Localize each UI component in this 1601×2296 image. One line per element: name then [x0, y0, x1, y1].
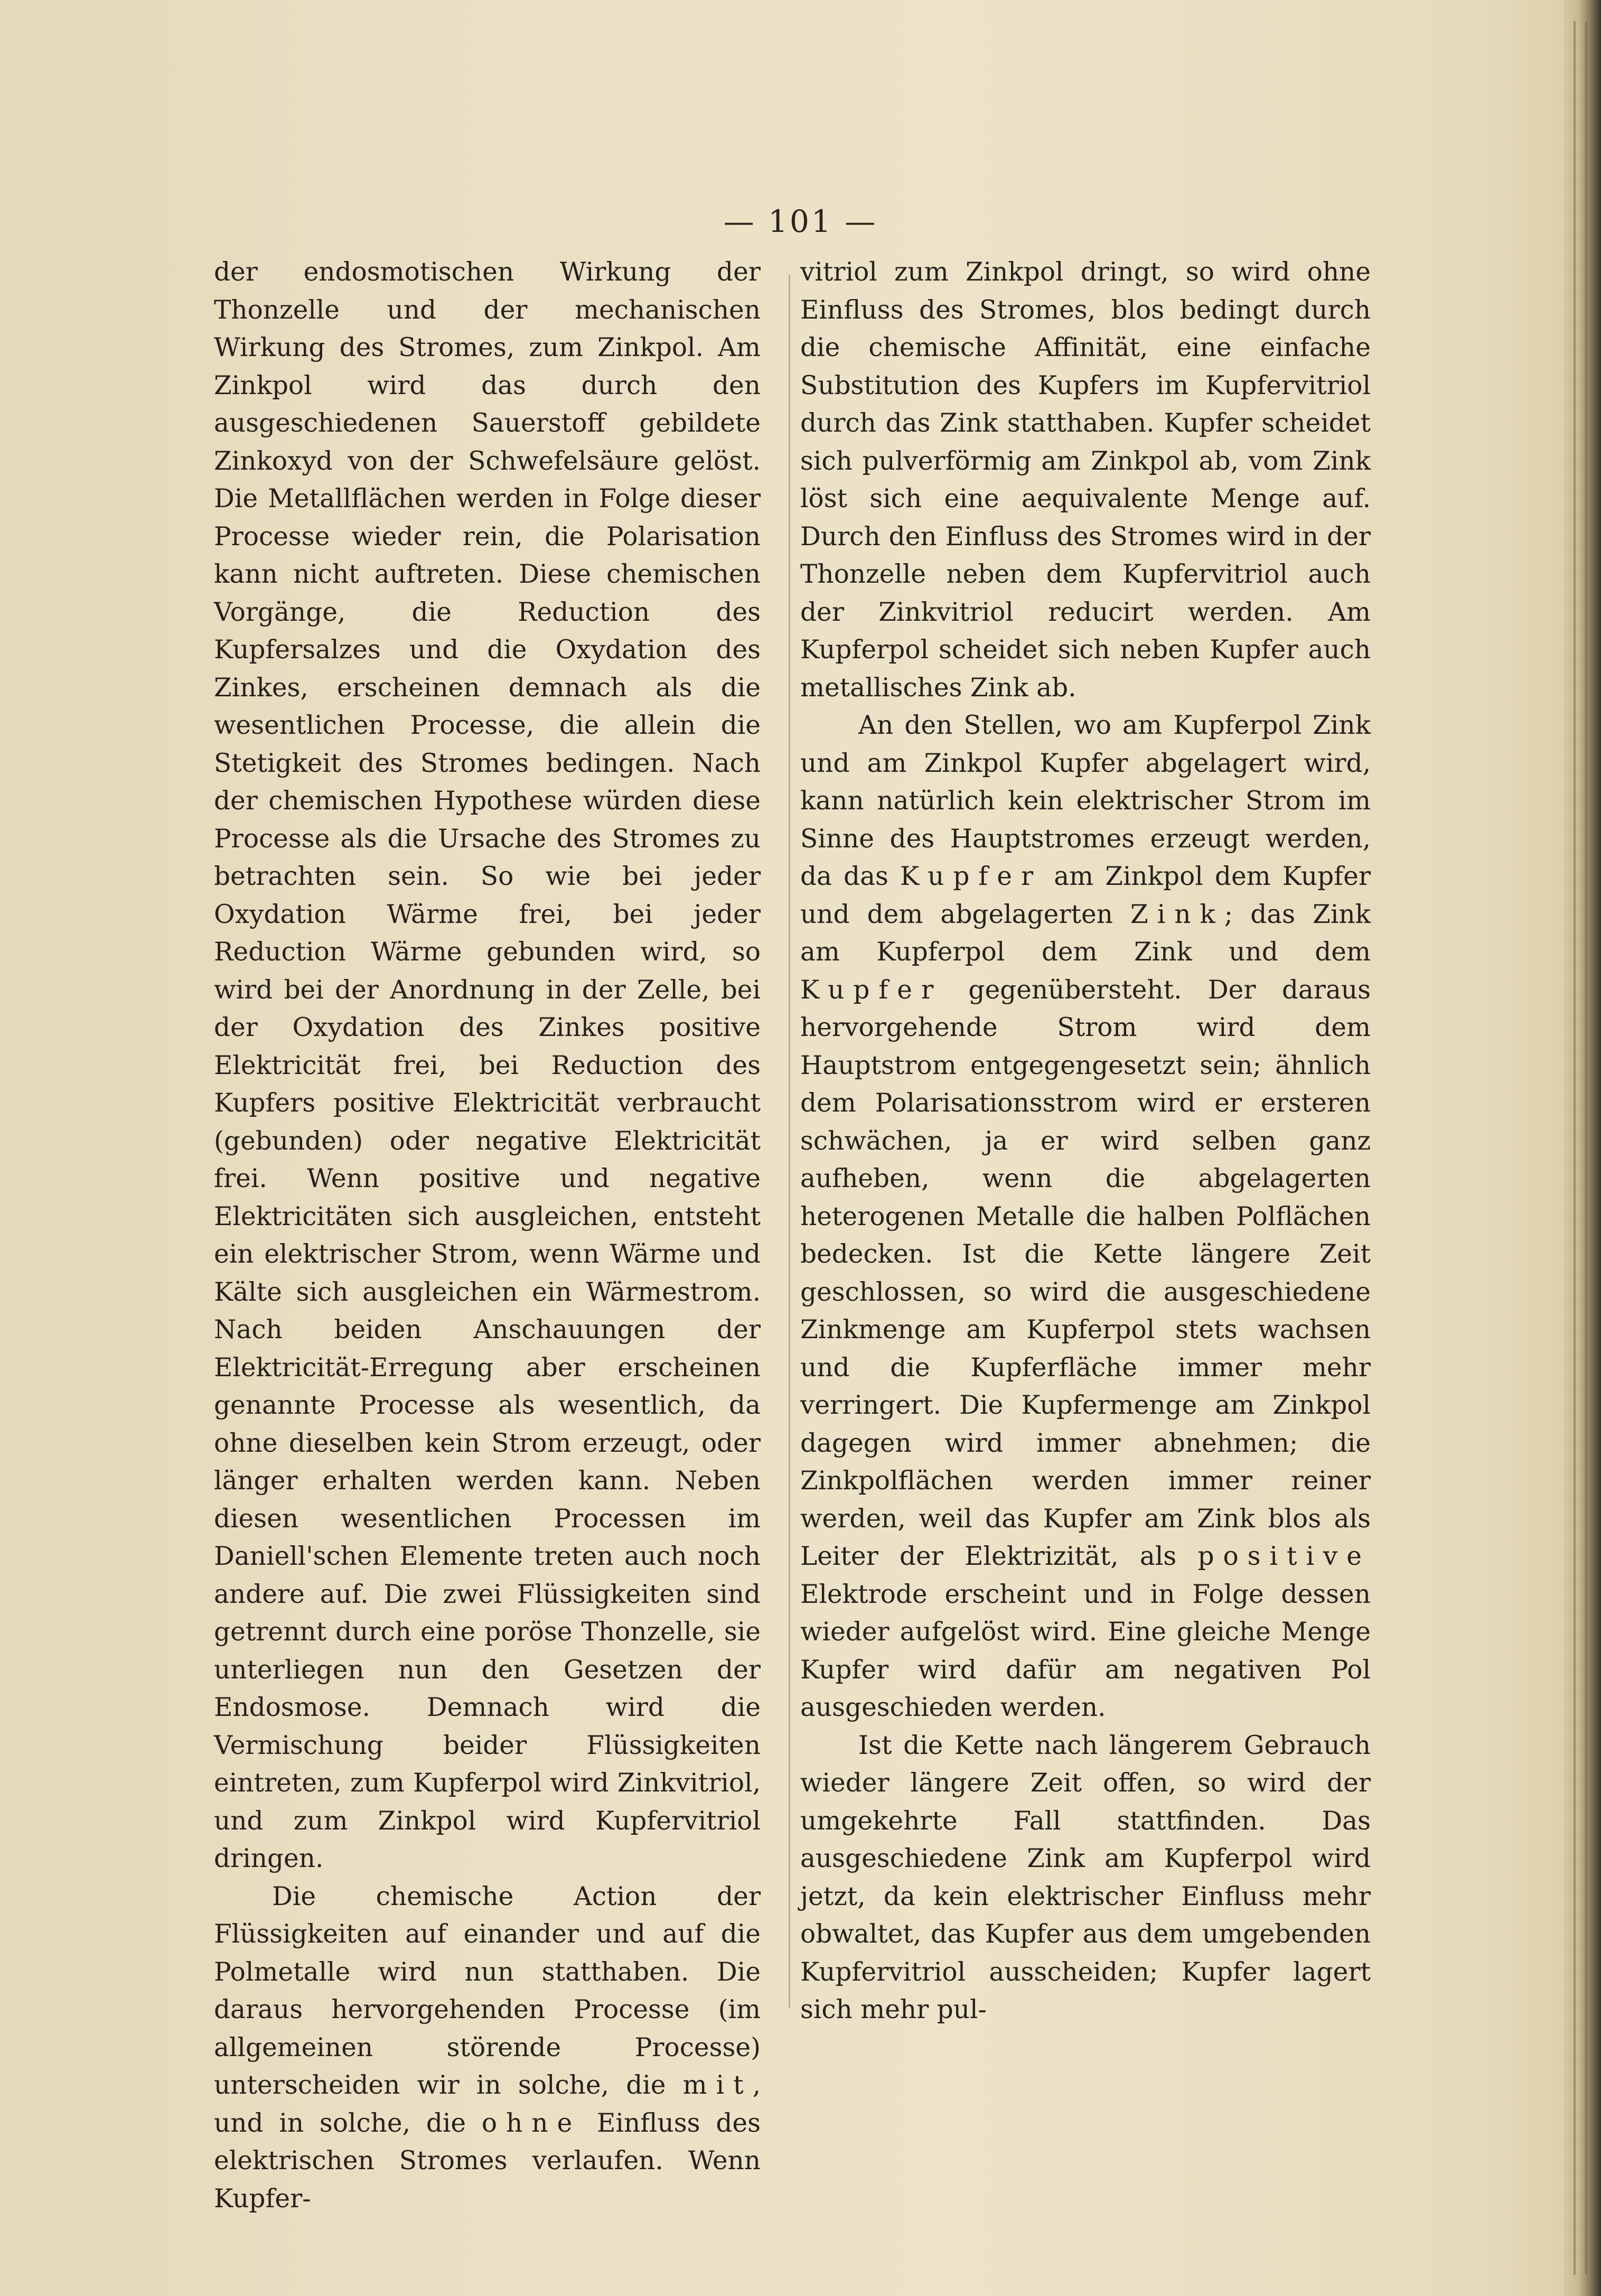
emphasis-text: Kupfer	[900, 862, 1043, 891]
page-edge-line	[1585, 21, 1587, 2275]
emphasis-text: ohne	[481, 2108, 582, 2138]
paragraph: vitriol zum Zinkpol dringt, so wird ohne Einfluss des Stromes, blos bedingt durch die chemische Affinität, eine einfache Substitution des Kupfers im Kupfervitriol durch das Zink statthaben. Kupfer scheidet sich pulverförmig am Zinkpol ab, vom Zink löst sich eine aequivalente Menge auf. Durch den Einfluss des Stromes wird in der Thonzelle neben dem Kupfervitriol auch der Zinkvitriol reducirt werden. Am Kupferpol scheidet sich neben Kupfer auch metallisches Zink ab.	[800, 257, 1371, 703]
emphasis-text: Zink	[1130, 899, 1224, 929]
text-run: ; das Zink am Kupferpol dem Zink und dem	[800, 899, 1371, 967]
paragraph	[214, 1878, 761, 2218]
page-edge-stack	[1564, 0, 1601, 2296]
text-run: , und in solche, die	[214, 2070, 761, 2138]
paragraph	[800, 707, 1371, 1727]
emphasis-text: positive	[1197, 1542, 1371, 1571]
text-run: gegenübersteht. Der daraus hervorgehende Strom wird dem Hauptstrom entgegengesetzt sein; ähnlich dem Polarisationsstrom wird er ersteren schwächen, ja er wird selben ganz aufheben, wenn die abgelagerten heterogenen Metalle die halben Polflächen bedecken. Ist die Kette längere Zeit geschlossen, so wird die ausgeschiedene Zinkmenge am Kupferpol stets wachsen und die Kupferfläche immer mehr verringert. Die Kupfermenge am Zinkpol dagegen wird immer abnehmen; die Zinkpolflächen werden immer reiner werden, weil das Kupfer am Zink blos als Leiter der Elektrizität, als	[800, 975, 1371, 1571]
column-divider	[789, 275, 790, 2008]
left-column	[214, 254, 761, 2218]
paragraph: Ist die Kette nach längerem Gebrauch wieder längere Zeit offen, so wird der umgekehrte Fall stattfinden. Das ausgeschiedene Zink am Kupferpol wird jetzt, da kein elektrischer Einfluss mehr obwaltet, das Kupfer aus dem umgebenden Kupfervitriol ausscheiden; Kupfer lagert sich mehr pul-	[800, 1730, 1371, 2024]
page-edge-line	[1574, 21, 1576, 2275]
right-column	[800, 254, 1371, 2029]
text-run: An den Stellen, wo am Kupferpol Zink und am Zinkpol Kupfer abgelagert wird, kann natürlich kein elektrischer Strom im Sinne des Hauptstromes erzeugt werden, da das	[800, 711, 1371, 891]
emphasis-text: Kupfer	[800, 975, 943, 1005]
text-run: Die chemische Action der Flüssigkeiten auf einander und auf die Polmetalle wird nun statthaben. Die daraus hervorgehenden Processe (im allgemeinen störende Processe) unterscheiden wir in solche, die	[214, 1881, 761, 2100]
paragraph: der endosmotischen Wirkung der Thonzelle und der mechanischen Wirkung des Stromes, zum Zinkpol. Am Zinkpol wird das durch den ausgeschiedenen Sauerstoff gebildete Zinkoxyd von der Schwefelsäure gelöst. Die Metallflächen werden in Folge dieser Processe wieder rein, die Polarisation kann nicht auftreten. Diese chemischen Vorgänge, die Reduction des Kupfersalzes und die Oxydation des Zinkes, erscheinen demnach als die wesentlichen Processe, die allein die Stetigkeit des Stromes bedingen. Nach der chemischen Hypothese würden diese Processe als die Ursache des Stromes zu betrachten sein. So wie bei jeder Oxydation Wärme frei, bei jeder Reduction Wärme gebunden wird, so wird bei der Anordnung in der Zelle, bei der Oxydation des Zinkes positive Elektricität frei, bei Reduction des Kupfers positive Elektricität verbraucht (gebunden) oder negative Elektricität frei. Wenn positive und negative Elektricitäten sich ausgleichen, entsteht ein elektrischer Strom, wenn Wärme und Kälte sich ausgleichen ein Wärmestrom. Nach beiden Anschauungen der Elektricität-Erregung aber erscheinen genannte Processe als wesentlich, da ohne dieselben kein Strom erzeugt, oder länger erhalten werden kann. Neben diesen wesentlichen Processen im Daniell'schen Elemente treten auch noch andere auf. Die zwei Flüssigkeiten sind getrennt durch eine poröse Thonzelle, sie unterliegen nun den Gesetzen der Endosmose. Demnach wird die Vermischung beider Flüssigkeiten eintreten, zum Kupferpol wird Zinkvitriol, und zum Zinkpol wird Kupfervitriol dringen.	[214, 257, 761, 1873]
text-run: am Zinkpol dem Kupfer und dem abgelagerten	[800, 862, 1371, 929]
text-run: Einfluss des elektrischen Stromes verlaufen. Wenn Kupfer-	[214, 2108, 761, 2214]
text-run: Elektrode erscheint und in Folge dessen wieder aufgelöst wird. Eine gleiche Menge Kupfer wird dafür am negativen Pol ausgeschieden werden.	[800, 1579, 1371, 1722]
page-number: — 101 —	[723, 203, 878, 239]
emphasis-text: mit	[682, 2070, 753, 2100]
